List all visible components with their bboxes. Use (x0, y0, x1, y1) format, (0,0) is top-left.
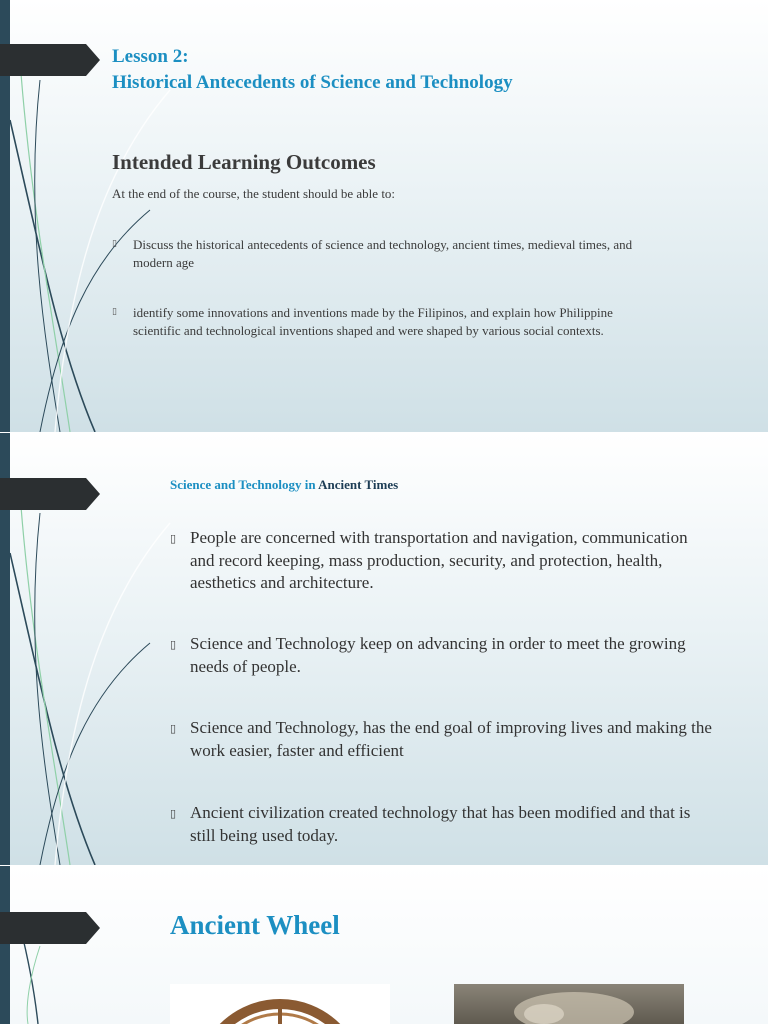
section-heading (170, 477, 398, 493)
ilo-intro: At the end of the course, the student should be able to: (112, 186, 396, 201)
ancient-photo-image (454, 984, 684, 1024)
square-bullet-icon: ▯ (112, 307, 117, 317)
lesson-number: Lesson 2: (112, 46, 189, 67)
ancient-wheel-image (170, 984, 390, 1024)
slide-arrow-marker (0, 478, 100, 510)
wheel-icon (170, 984, 390, 1024)
slide-1 (0, 0, 768, 432)
square-bullet-icon: ▯ (170, 532, 177, 545)
slide-2 (0, 433, 768, 865)
lesson-heading (112, 44, 513, 96)
list-item: ▯ Discuss the historical antecedents of science and technology, ancient times, medieval times, and modern age (112, 237, 633, 270)
square-bullet-icon: ▯ (112, 239, 117, 249)
list-item: ▯ Ancient civilization created technology that has been modified and that is still being used today. (170, 803, 691, 845)
slide-3 (0, 866, 768, 1024)
square-bullet-icon: ▯ (170, 722, 177, 735)
slide-arrow-marker (0, 912, 100, 944)
lesson-title: Historical Antecedents of Science and Technology (112, 72, 513, 93)
list-item: ▯ identify some innovations and inventions made by the Filipinos, and explain how Philippine scientific and technological inventions shaped and were shaped by various social contexts. (112, 305, 613, 338)
section-heading-prefix: Science and Technology in (170, 477, 316, 492)
section-heading-emphasis: Ancient Times (318, 477, 399, 492)
photo-texture (454, 984, 684, 1024)
square-bullet-icon: ▯ (170, 807, 177, 820)
list-item: ▯ Science and Technology keep on advancing in order to meet the growing needs of people. (170, 634, 686, 676)
slide-title: Ancient Wheel (170, 910, 340, 940)
slide-arrow-marker (0, 44, 100, 76)
square-bullet-icon: ▯ (170, 638, 177, 651)
ilo-heading: Intended Learning Outcomes (112, 150, 376, 174)
list-item: ▯ People are concerned with transportation and navigation, communication and record keeping, mass production, security, and protection, health, aesthetics and architecture. (170, 528, 688, 592)
list-item: ▯ Science and Technology, has the end goal of improving lives and making the work easier, faster and efficient (170, 718, 712, 760)
